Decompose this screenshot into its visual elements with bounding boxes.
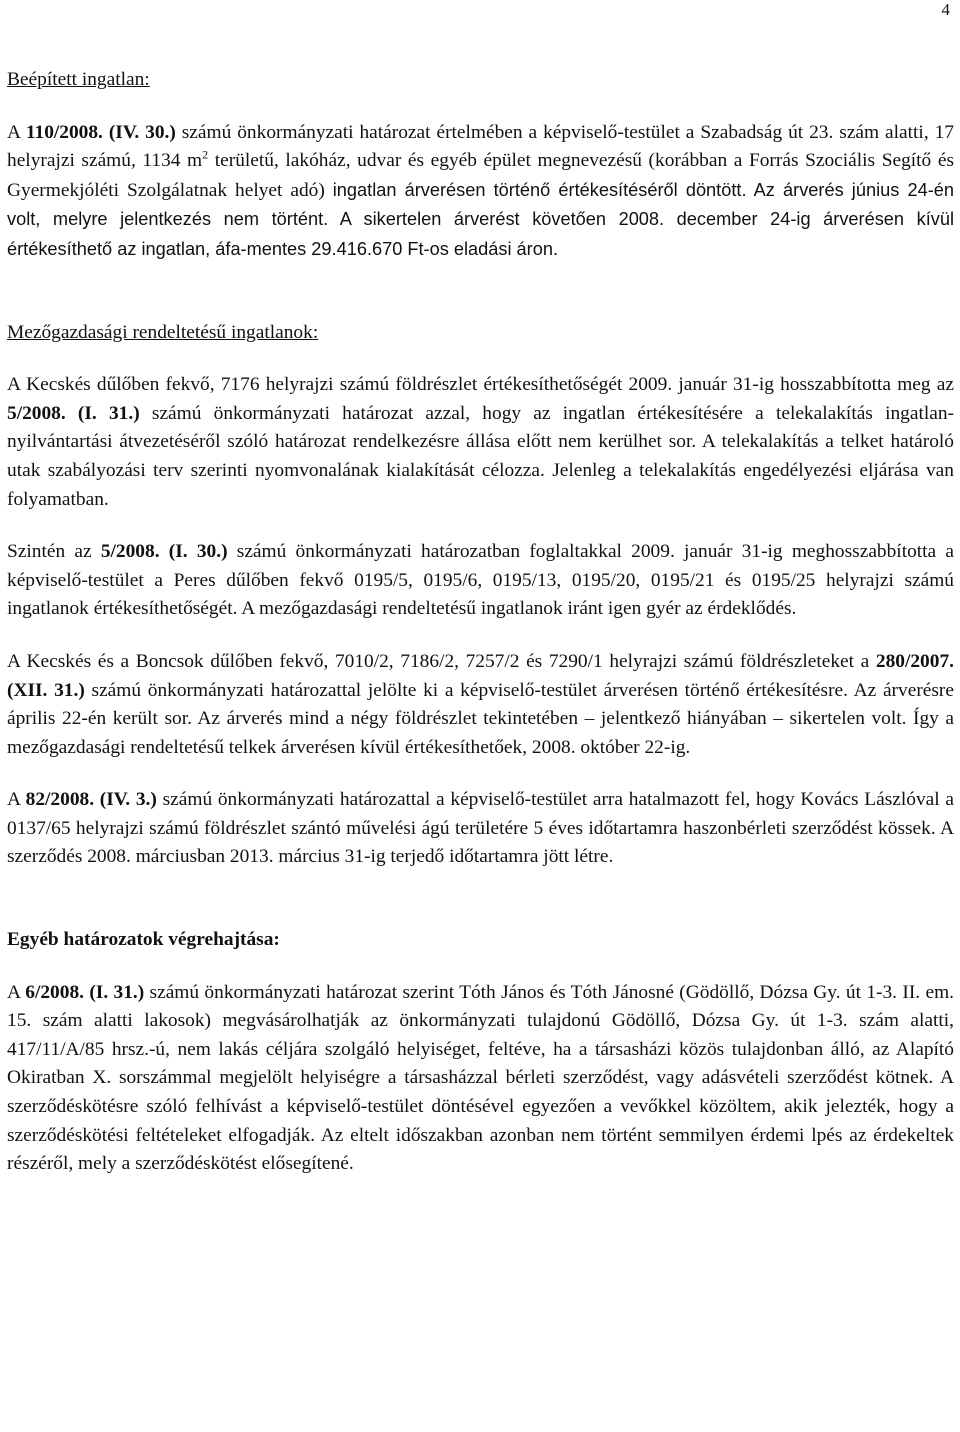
text: A (7, 981, 26, 1003)
text: számú önkormányzati határozat értelmében a képviselő-testület a Szabadság út 23. szám alatti, 17 helyrajzi számú, 1134 m (7, 121, 954, 172)
text: Szintén az (7, 541, 101, 563)
text: A Kecskés dűlőben fekvő, 7176 helyrajzi számú földrészlet értékesíthetőségét 2009. január 31-ig hosszabbította meg az (7, 374, 954, 396)
paragraph-egyeb-1 (7, 979, 954, 1179)
text: területű, lakóház, udvar és egyéb épület megnevezésű (korábban a Forrás Szociális Segítő és Gyermekjóléti Szolgálatnak helyet adó) (7, 150, 955, 201)
page-number: 4 (941, 0, 950, 19)
superscript: 2 (202, 147, 209, 162)
paragraph-mezogazdasagi-3 (7, 648, 954, 762)
resolution-ref: 280/2007. (XII. 31.) (7, 650, 954, 701)
text: számú önkormányzati határozat szerint Tóth János és Tóth Jánosné (Gödöllő, Dózsa Gy. út 1-3. II. em. 15. szám alatti lakosok) megvásárolhatják az önkormányzati tulajdonú Gödöllő, Dózsa Gy. út 1-3. szám alatti, 417/11/A/85 hrsz.-ú, nem lakás céljára szolgáló helyiséget, feltéve, ha a társasházi közös tulajdonban álló, az Alapító Okiratban X. sorszámmal megjelölt helyiségre a társasházzal bérleti szerződést, vagy adásvételi szerződést kötnek. A szerződéskötésre szóló felhívást a képviselő-testület döntésével egyezően a vevőkkel közöltem, akik jelezték, hogy a szerződéskötési feltételeket elfogadják. Az eltelt időszakban azonban nem történt semmilyen érdemi lpés az érdekeltek részéről, mely a szerződéskötést elősegítené. (7, 981, 954, 1175)
text: számú önkormányzati határozatban foglaltakkal 2009. január 31-ig meghosszabbította a képviselő-testület a Peres dűlőben fekvő 0195/5, 0195/6, 0195/13, 0195/20, 0195/21 és 0195/25 helyrajzi számú ingatlanok értékesíthetőségét. A mezőgazdasági rendeltetésű ingatlanok iránt igen gyér az érdeklődés. (7, 541, 954, 620)
resolution-ref: 5/2008. (I. 31.) (7, 402, 140, 424)
text: számú önkormányzati határozat azzal, hogy az ingatlan értékesítésére a telekalakítás ingatlan-nyilvántartási átvezetéséről szóló határozat rendelkezésre állása előtt nem kerülhet sor. A telekalakítás a telket határoló utak szabályozási terv szerinti nyomvonalának kialakítását célozza. Jelenleg a telekalakítás engedélyezési eljárása van folyamatban. (7, 402, 954, 510)
paragraph-mezogazdasagi-1 (7, 371, 954, 514)
text: A Kecskés és a Boncsok dűlőben fekvő, 7010/2, 7186/2, 7257/2 és 7290/1 helyrajzi számú földrészleteket a (7, 650, 876, 672)
resolution-ref: 82/2008. (IV. 3.) (25, 789, 157, 811)
paragraph-beepitett-1 (7, 119, 954, 265)
resolution-ref: 6/2008. (I. 31.) (25, 981, 145, 1003)
text: számú önkormányzati határozattal a képviselő-testület arra hatalmazott fel, hogy Kovács Lászlóval a 0137/65 helyrajzi számú földrészlet szántó művelési ágú területére 5 éves időtartamra haszonbérleti szerződést kössek. A szerződés 2008. márciusban 2013. március 31-ig terjedő időtartamra jött létre. (7, 789, 954, 868)
document-body (7, 66, 954, 1179)
resolution-ref: 110/2008. (IV. 30.) (25, 121, 176, 143)
text: számú önkormányzati határozattal jelölte ki a képviselő-testület árverésen történő értékesítésre. Az árverésre április 22-én került sor. Az árverés mind a négy földrészlet tekintetében – jelentkező hiányában – sikertelen volt. Így a mezőgazdasági rendeltetésű telkek árverésen kívül értékesíthetőek, 2008. október 22-ig. (7, 679, 954, 758)
resolution-ref: 5/2008. (I. 30.) (100, 541, 228, 563)
paragraph-mezogazdasagi-2 (7, 538, 954, 624)
text: A (7, 789, 26, 811)
text: ingatlan árverésen történő értékesítéséről döntött. Az árverés június 24-én volt, melyre jelentkezés nem történt. A sikertelen árverést követően 2008. december 24-ig árverésen kívül értékesíthető az ingatlan, áfa-mentes 29.416.670 Ft-os eladási áron. (7, 179, 954, 259)
text: A (7, 121, 26, 143)
paragraph-mezogazdasagi-4 (7, 786, 954, 872)
section-heading-mezogazdasagi: Mezőgazdasági rendeltetésű ingatlanok: (7, 321, 319, 343)
section-heading-egyeb: Egyéb határozatok végrehajtása: (7, 929, 280, 951)
section-heading-beepitett: Beépített ingatlan: (7, 69, 150, 90)
